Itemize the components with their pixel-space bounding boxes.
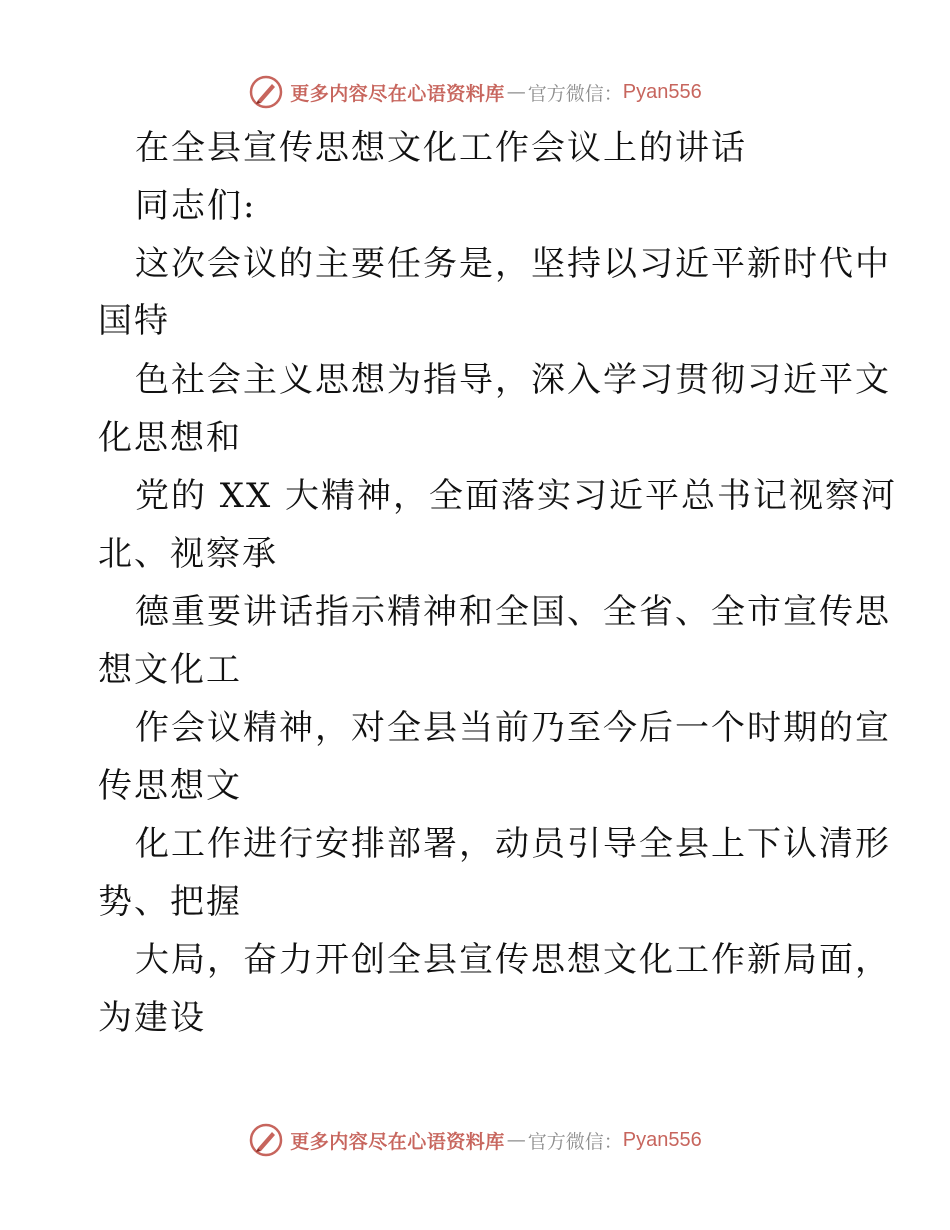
body-line: 德重要讲话指示精神和全国、全省、全市宣传思 (135, 592, 891, 632)
body-line: 国特 (98, 301, 170, 341)
watermark-code: Pyan556 (622, 80, 702, 103)
body-line: 北、视察承 (98, 534, 278, 574)
salutation: 同志们: (135, 186, 257, 226)
body-line: 为建设 (98, 998, 206, 1038)
pen-logo-icon (248, 1122, 284, 1158)
body-line: 传思想文 (98, 766, 242, 806)
body-line: 大局，奋力开创全县宣传思想文化工作新局面， (135, 940, 891, 980)
footer-watermark (0, 1118, 950, 1162)
pen-logo-icon (248, 74, 284, 110)
body-line: 势、把握 (98, 882, 242, 922)
body-line: 想文化工 (98, 650, 242, 690)
body-line: 作会议精神，对全县当前乃至今后一个时期的宣 (135, 708, 891, 748)
watermark-text: 更多内容尽在心语资料库 (290, 1130, 505, 1153)
watermark-text: 更多内容尽在心语资料库 (290, 82, 505, 105)
document-title: 在全县宣传思想文化工作会议上的讲话 (135, 128, 747, 168)
watermark-dash: — (506, 1129, 526, 1151)
watermark-code: Pyan556 (622, 1128, 702, 1151)
body-line: 党的 XX 大精神，全面落实习近平总书记视察河 (135, 476, 898, 516)
body-line: 这次会议的主要任务是，坚持以习近平新时代中 (135, 244, 891, 284)
watermark-dash: — (506, 81, 526, 103)
watermark-label: 官方微信： (527, 82, 623, 105)
body-line: 化思想和 (98, 418, 242, 458)
body-line: 色社会主义思想为指导，深入学习贯彻习近平文 (135, 360, 891, 400)
body-line: 化工作进行安排部署，动员引导全县上下认清形 (135, 824, 891, 864)
header-watermark (0, 70, 950, 114)
watermark-label: 官方微信： (527, 1130, 623, 1153)
